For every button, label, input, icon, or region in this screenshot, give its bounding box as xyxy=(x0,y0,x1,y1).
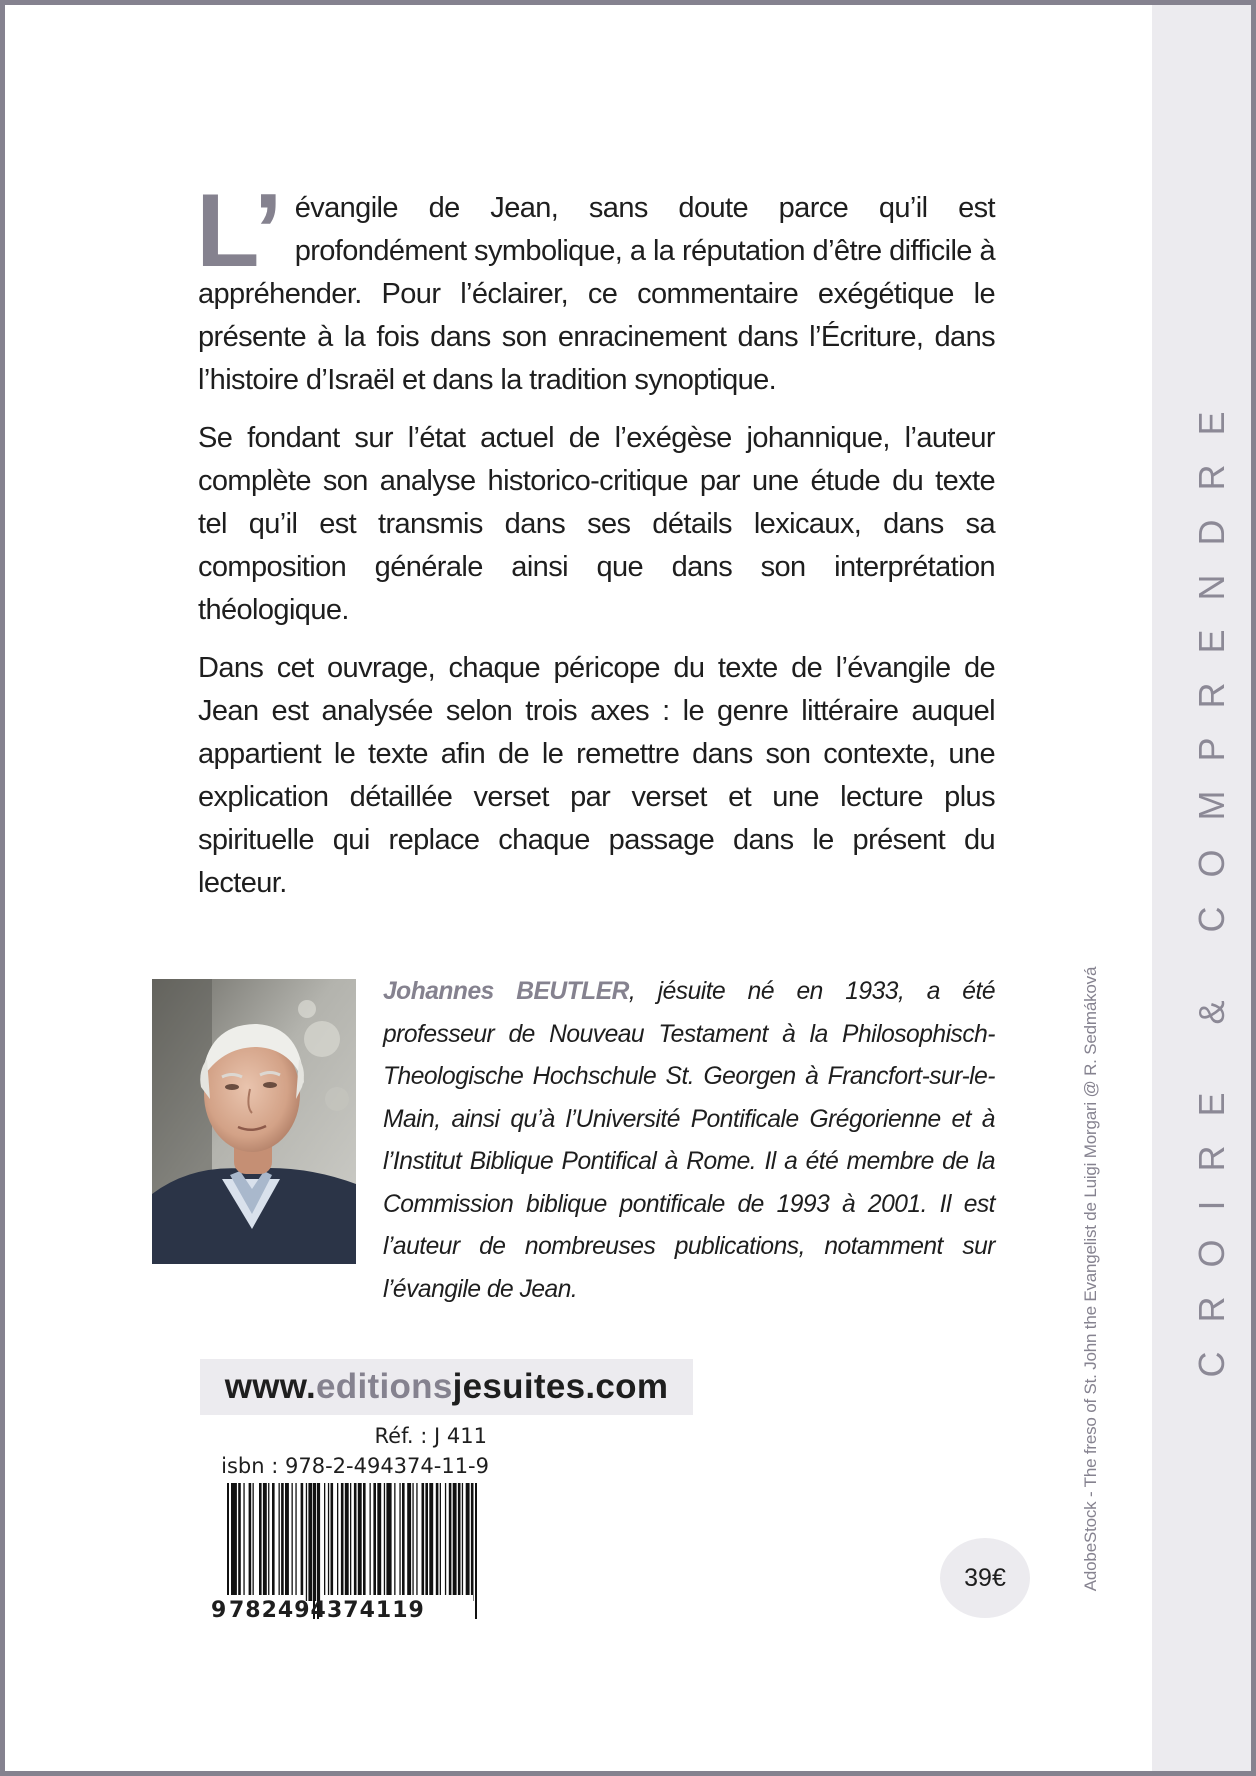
paragraph-1: L’ évangile de Jean, sans doute parce qu’il est profondément symbolique, a la réputation d’être difficile à appréhender. Pour l’éclairer, ce commentaire exégétique le présente à la fois dans son enracinement dans l’Écriture, dans l’histoire d’Israël et dans la tradition synoptique. xyxy=(196,173,995,396)
author-portrait-image xyxy=(152,979,356,1264)
reference-number: Réf. : J 411 xyxy=(374,1424,487,1448)
publisher-website: www.editionsjesuites.com xyxy=(200,1359,693,1415)
paragraph-3: Dans cet ouvrage, chaque péricope du texte de l’évangile de Jean est analysée selon trois axes : le genre littéraire auquel appartient le texte afin de le remettre dans son contexte, une explication détaillée verset par verset et une lecture plus spirituelle qui replace chaque passage dans le présent du lecteur. xyxy=(198,652,995,899)
description-text xyxy=(196,173,995,920)
drop-cap: L’ xyxy=(196,173,283,289)
author-name: Johannes BEUTLER xyxy=(383,978,629,1005)
barcode-digits-left: 782494 xyxy=(229,1598,327,1619)
author-bio xyxy=(383,971,995,1311)
isbn-number: isbn : 978-2-494374-11-9 xyxy=(221,1454,489,1478)
price-badge: 39€ xyxy=(940,1538,1030,1618)
paragraph-2: Se fondant sur l’état actuel de l’exégèse johannique, l’auteur complète son analyse historico-critique par une étude du texte tel qu’il est transmis dans ses détails lexicaux, dans sa composition générale ainsi que dans son interprétation théologique. xyxy=(198,422,995,626)
isbn-barcode xyxy=(205,1483,495,1619)
barcode-lead-digit: 9 xyxy=(211,1598,227,1619)
photo-credit: AdobeStock - The freso of St. John the Evangelist de Luigi Morgari @ R. Sedmáková xyxy=(1081,966,1100,1592)
barcode-digits-right: 374119 xyxy=(327,1598,425,1619)
author-photo xyxy=(152,979,356,1264)
author-bio-text: , jésuite né en 1933, a été professeur de Nouveau Testament à la Philosophisch-Theologische Hochschule St. Georgen à Francfort-sur-le-Main, ainsi qu’à l’Université Pontificale Grégorienne et à l’Institut Biblique Pontifical à Rome. Il a été membre de la Commission biblique pontificale de 1993 à 2001. Il est l’auteur de nombreuses publications, notamment sur l’évangile de Jean. xyxy=(383,978,995,1303)
collection-title: CROIRE & COMPRENDRE xyxy=(1191,382,1232,1378)
